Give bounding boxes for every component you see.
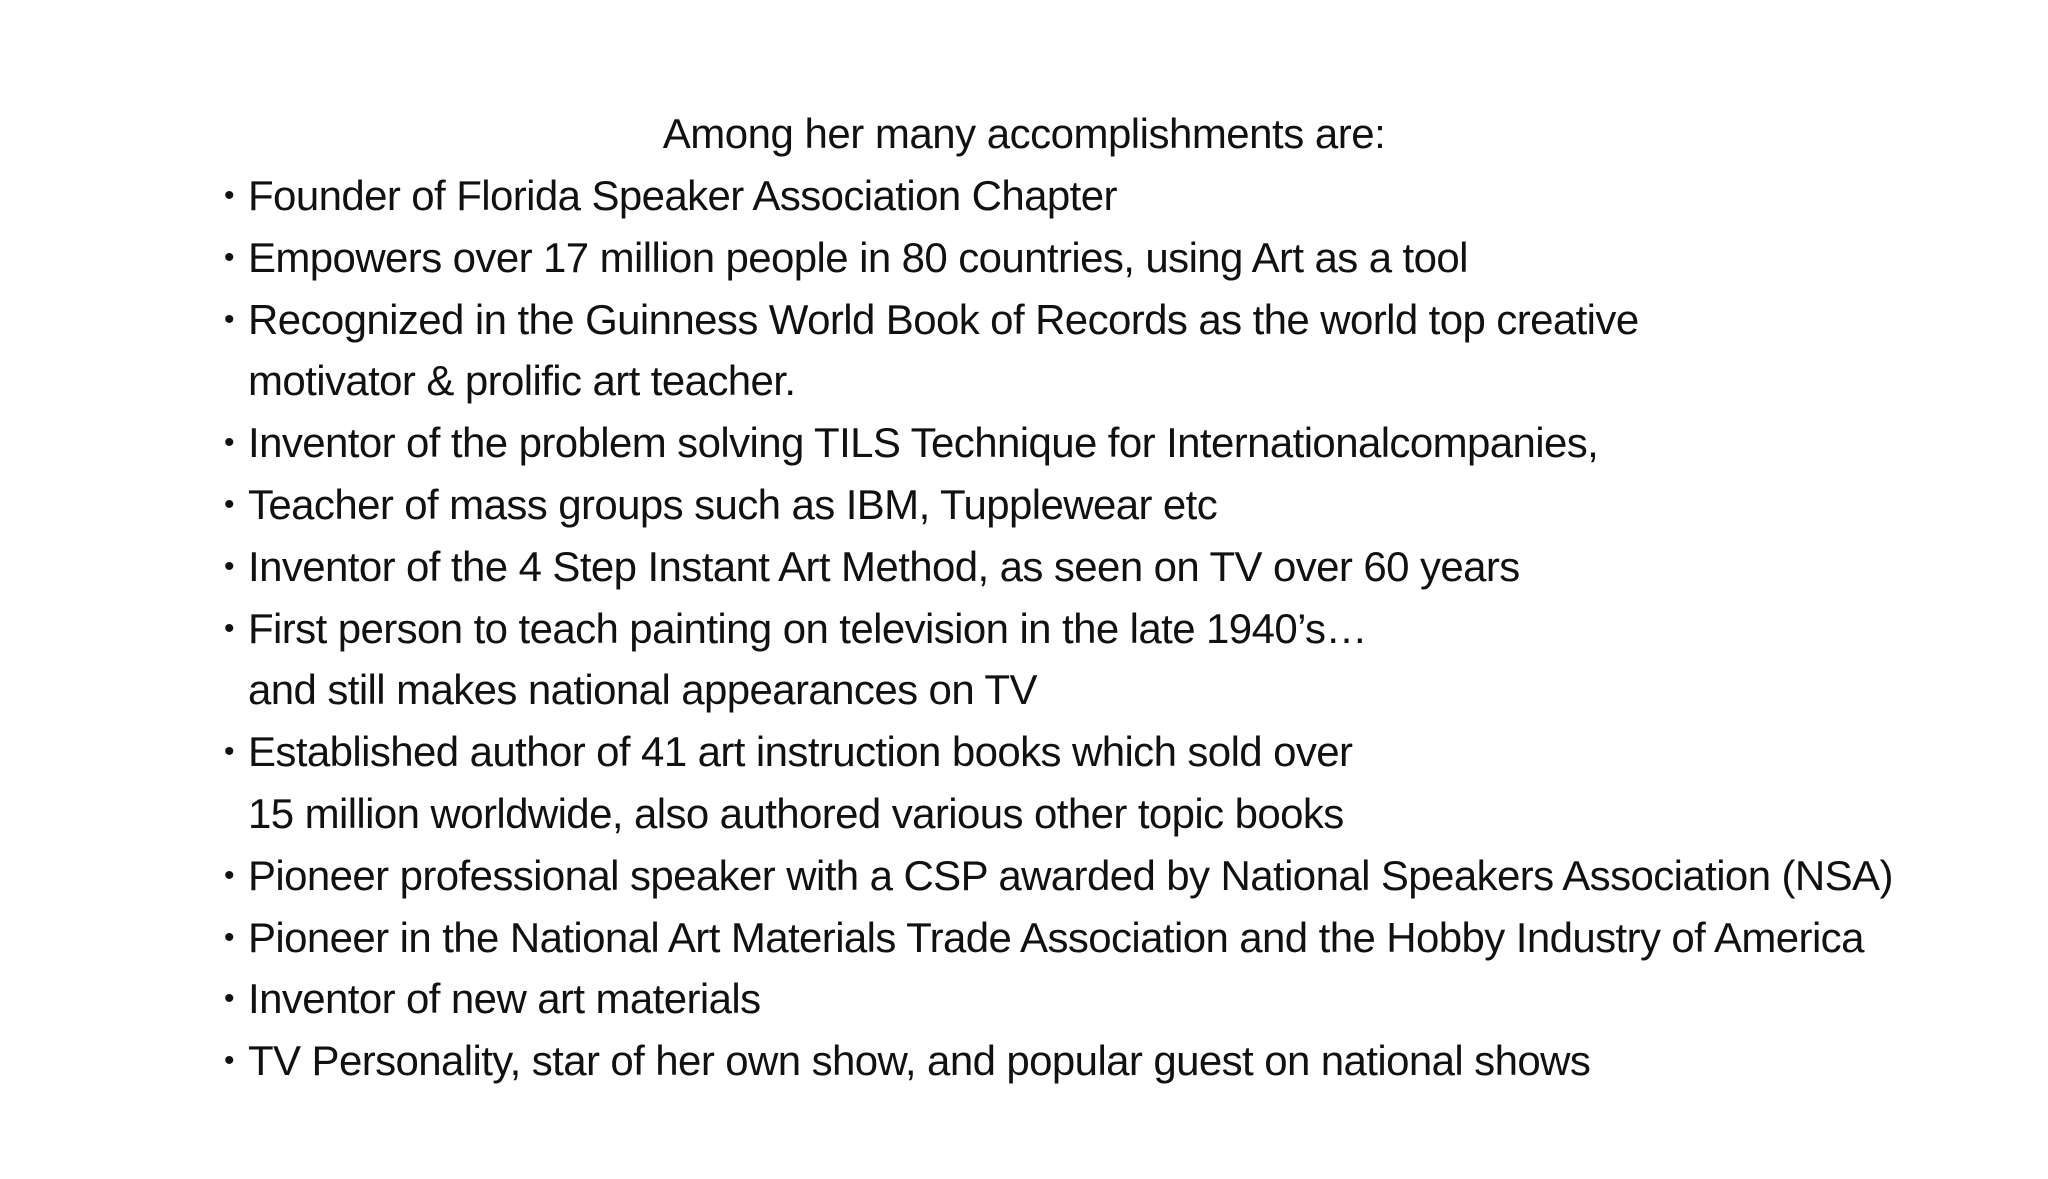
accomplishment-text: Inventor of new art materials: [248, 975, 761, 1023]
accomplishments-heading: Among her many accomplishments are:: [662, 110, 1386, 157]
accomplishment-item: [224, 598, 2024, 722]
accomplishment-text: Pioneer in the National Art Materials Trade Association and the Hobby Industry of America: [248, 913, 1864, 961]
accomplishment-item: [224, 536, 2024, 598]
bullet-icon: •: [224, 240, 234, 274]
accomplishment-item: [224, 289, 2024, 413]
accomplishment-item: [224, 412, 2024, 474]
bullet-icon: •: [224, 1044, 234, 1078]
bullet-icon: •: [224, 920, 234, 954]
accomplishment-item: [224, 227, 2024, 289]
accomplishment-item: [224, 474, 2024, 536]
accomplishments-list: [224, 165, 2024, 1092]
bullet-icon: •: [224, 426, 234, 460]
accomplishment-text: and still makes national appearances on TV: [248, 666, 1037, 714]
bullet-icon: •: [224, 735, 234, 769]
accomplishment-text: Founder of Florida Speaker Association Chapter: [248, 172, 1117, 219]
bullet-icon: •: [224, 858, 234, 892]
bullet-icon: •: [224, 982, 234, 1016]
accomplishment-text: Pioneer professional speaker with a CSP awarded by National Speakers Association (NSA): [248, 851, 1893, 899]
accomplishment-item: [224, 845, 2024, 907]
accomplishment-text: Established author of 41 art instruction books which sold over: [248, 728, 1353, 776]
accomplishment-item: [224, 968, 2024, 1030]
accomplishment-text: TV Personality, star of her own show, and popular guest on national shows: [248, 1037, 1591, 1085]
accomplishment-text: Recognized in the Guinness World Book of Records as the world top creative: [248, 295, 1639, 343]
accomplishment-item: [224, 165, 2024, 227]
accomplishment-text: Teacher of mass groups such as IBM, Tupplewear etc: [248, 480, 1218, 528]
bullet-icon: •: [224, 487, 234, 521]
accomplishment-item: [224, 907, 2024, 969]
accomplishment-text: First person to teach painting on television in the late 1940’s…: [248, 604, 1367, 652]
bullet-icon: •: [224, 179, 234, 212]
accomplishment-text: motivator & prolific art teacher.: [248, 357, 796, 405]
accomplishment-text: 15 million worldwide, also authored various other topic books: [248, 789, 1344, 837]
bullet-icon: •: [224, 302, 234, 336]
accomplishment-text: Inventor of the 4 Step Instant Art Method, as seen on TV over 60 years: [248, 542, 1520, 590]
accomplishment-text: Empowers over 17 million people in 80 countries, using Art as a tool: [248, 233, 1468, 281]
bullet-icon: •: [224, 549, 234, 583]
accomplishment-item: [224, 1030, 2024, 1092]
bullet-icon: •: [224, 611, 234, 645]
accomplishment-text: Inventor of the problem solving TILS Technique for Internationalcompanies,: [248, 419, 1599, 467]
accomplishment-item: [224, 721, 2024, 845]
